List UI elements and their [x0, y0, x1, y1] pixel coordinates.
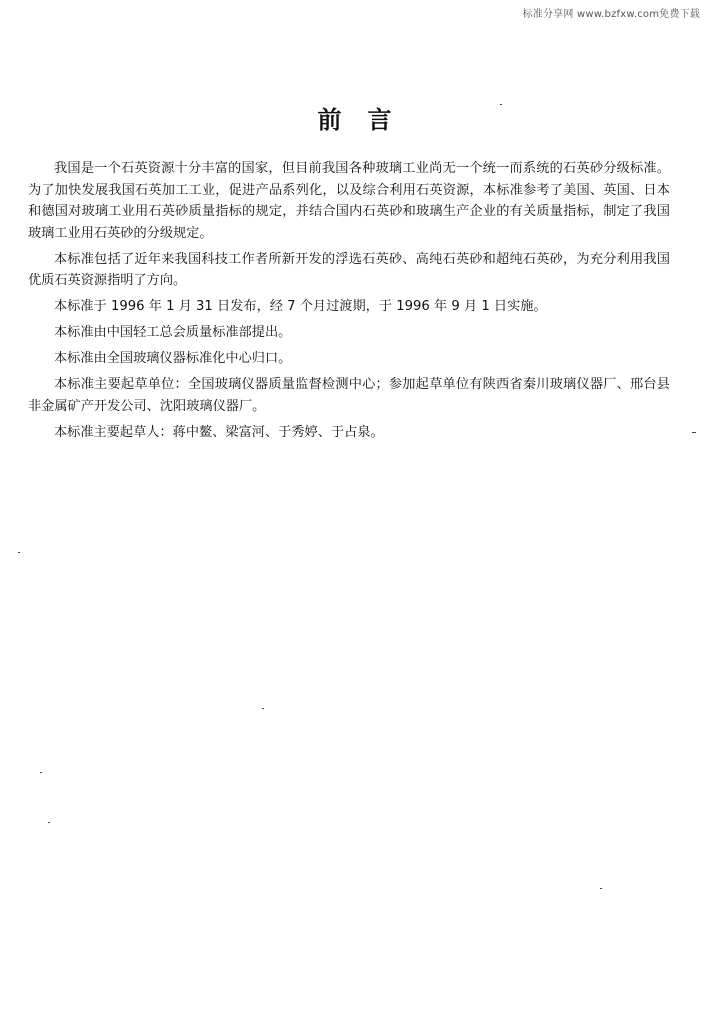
paragraph-drafters: 本标准主要起草人：蒋中鳌、梁富河、于秀婷、于占泉。 — [54, 424, 384, 440]
paragraph-scope: 本标准包括了近年来我国科技工作者所新开发的浮选石英砂、高纯石英砂和超纯石英砂，为充分利用我国优质石英资源指明了方向。 — [28, 251, 670, 288]
paragraph-dates: 本标准于 1996 年 1 月 31 日发布，经 7 个月过渡期，于 1996 年 9 月 1 日实施。 — [54, 299, 547, 314]
page-title: 前 言 — [317, 105, 393, 134]
paragraph-centralized: 本标准由全国玻璃仪器标准化中心归口。 — [54, 351, 292, 366]
paragraph-background: 我国是一个石英资源十分丰富的国家，但目前我国各种玻璃工业尚无一个统一而系统的石英砂分级标准。为了加快发展我国石英加工工业，促进产品系列化，以及综合利用石英资源，本标准参考了美国、英国、日本和德国对玻璃工业用石英砂质量指标的规定，并结合国内石英砂和玻璃生产企业的有关质量指标，制定了我国玻璃工业用石英砂的分级规定。 — [28, 161, 670, 241]
paragraph-drafting-units: 本标准主要起草单位：全国玻璃仪器质量监督检测中心；参加起草单位有陕西省秦川玻璃仪器厂、邢台县非金属矿产开发公司、沈阳玻璃仪器厂。 — [28, 377, 670, 414]
watermark-text: 标准分享网 www.bzfxw.com免费下载 — [522, 9, 700, 20]
foreword-body — [28, 158, 670, 448]
paragraph-proposer: 本标准由中国轻工总会质量标准部提出。 — [54, 325, 292, 340]
scan-speck — [40, 772, 42, 773]
scan-speck — [18, 552, 20, 553]
scan-speck — [500, 104, 502, 105]
scan-speck — [262, 708, 264, 709]
scan-speck — [692, 432, 696, 433]
scan-speck — [600, 888, 602, 889]
scan-speck — [48, 822, 50, 823]
